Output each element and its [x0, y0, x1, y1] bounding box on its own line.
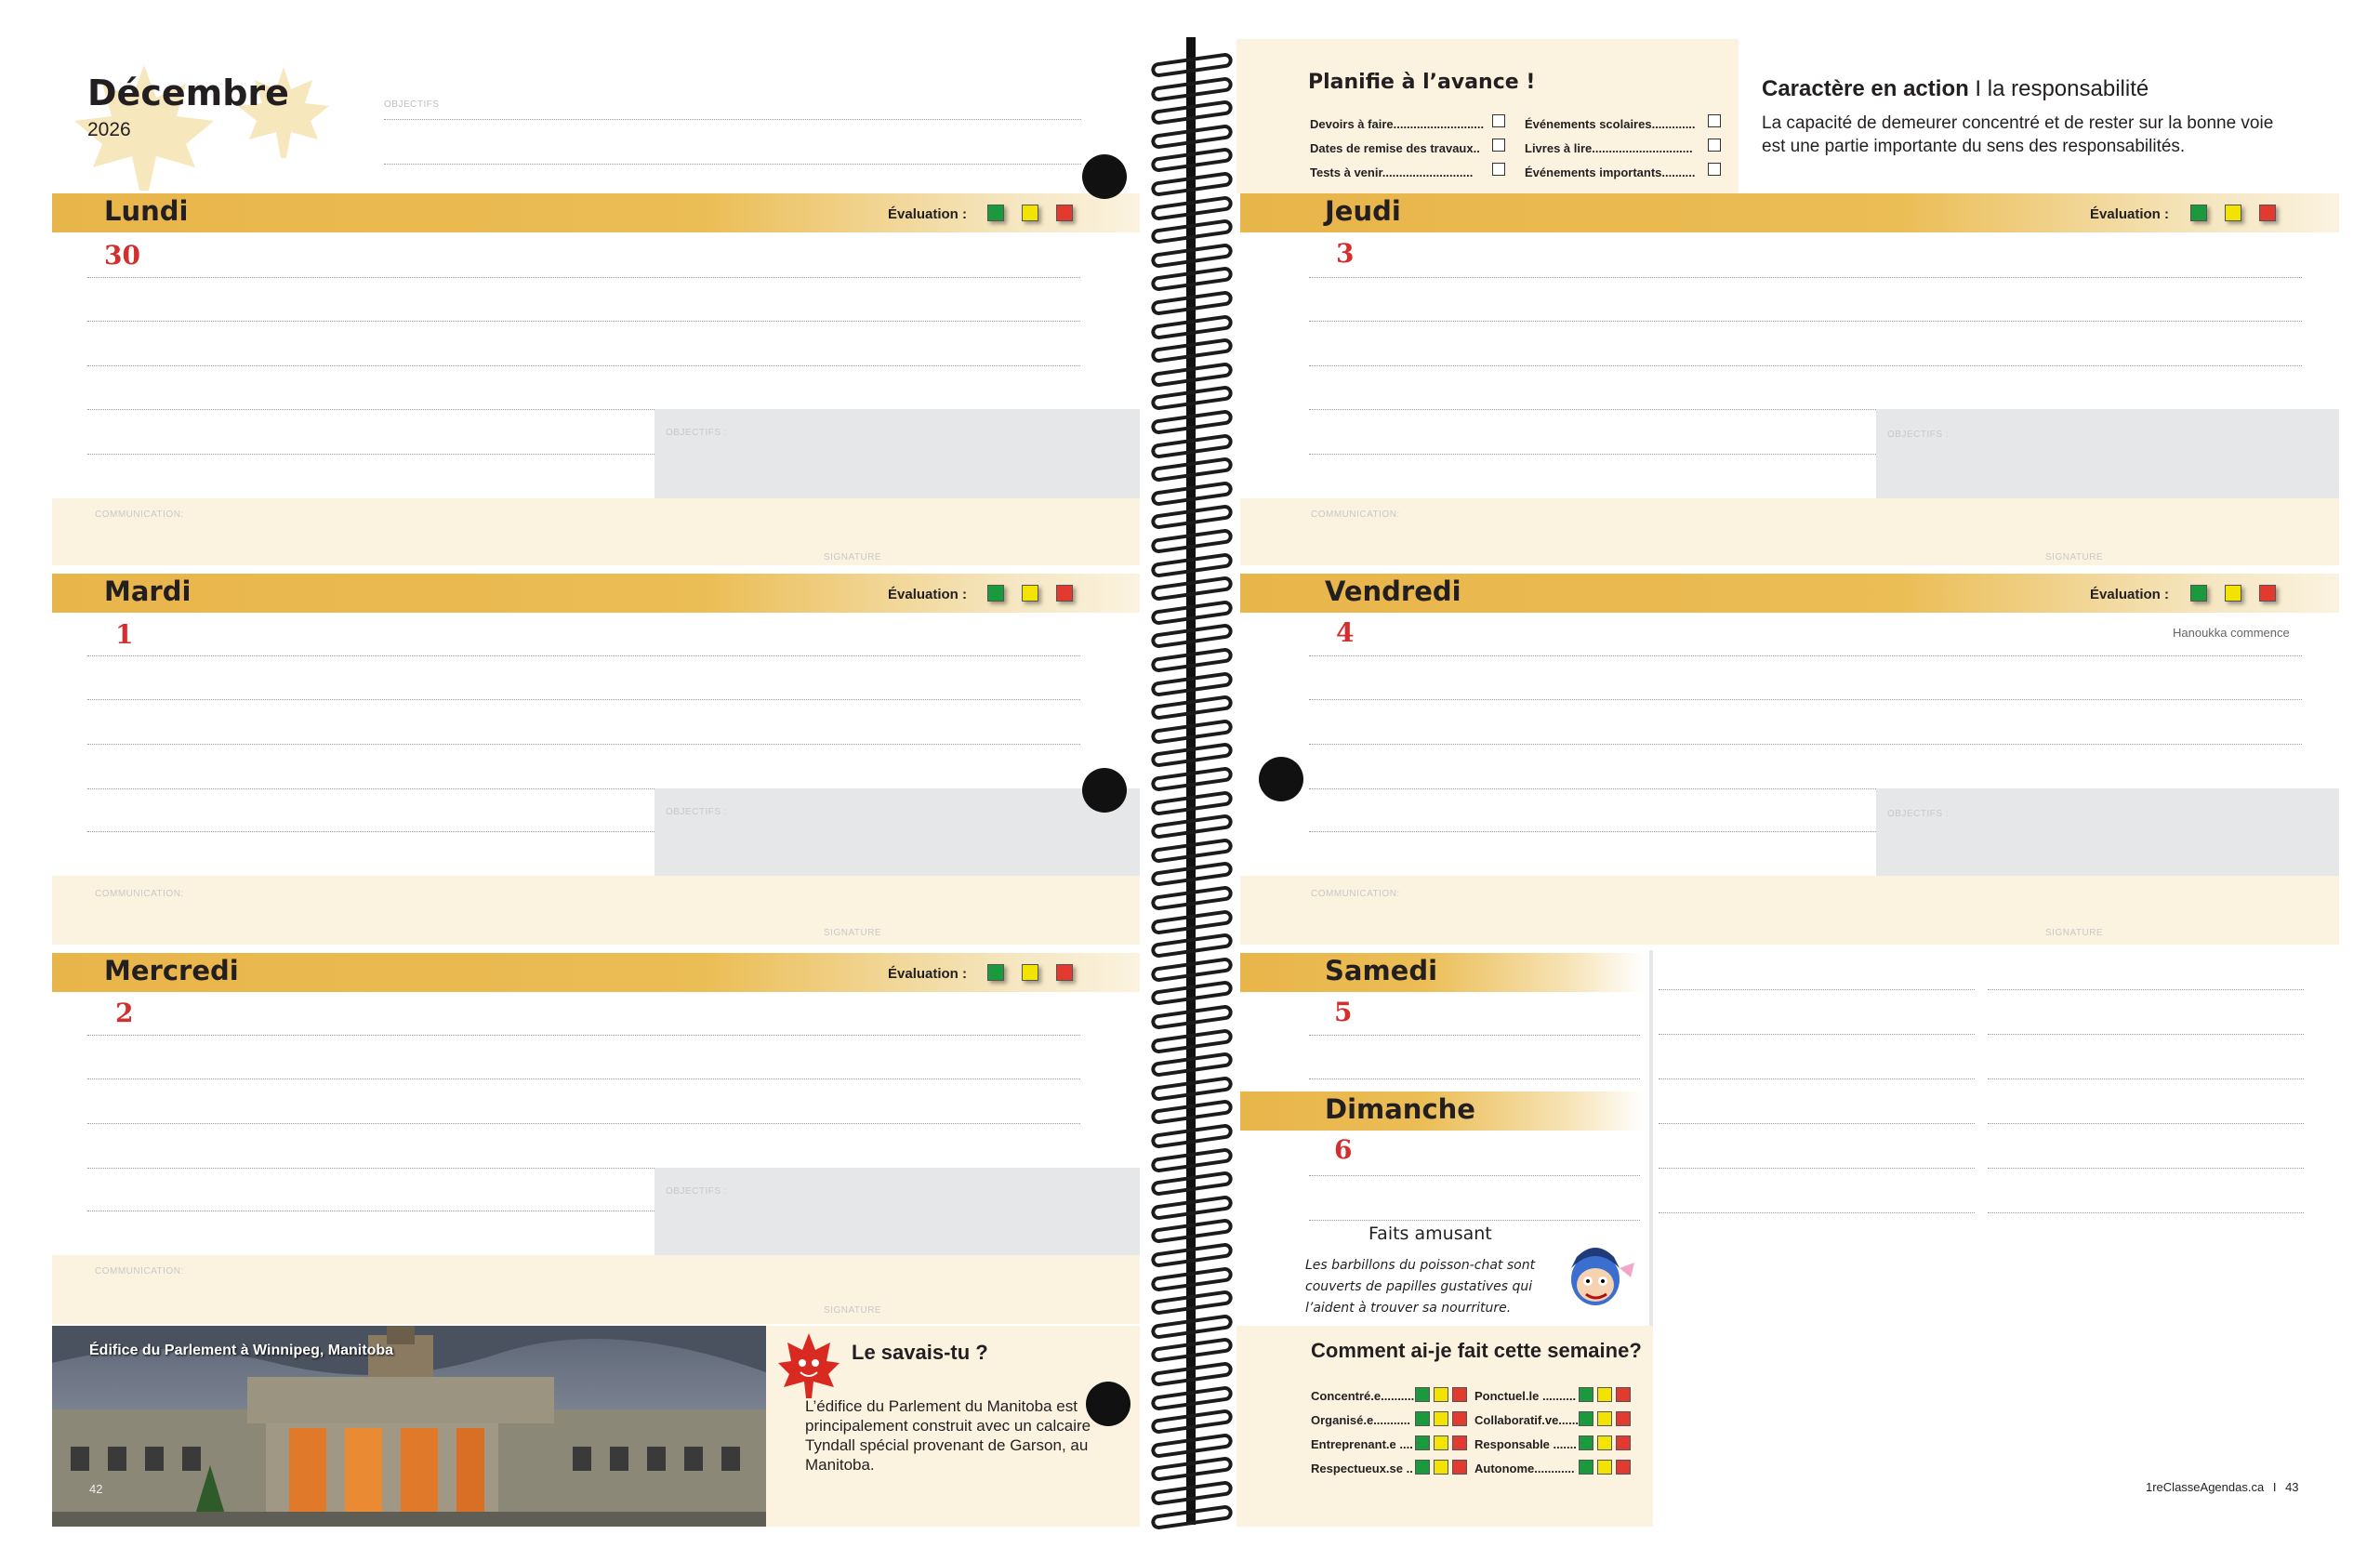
self-eval-box[interactable] [1616, 1435, 1631, 1450]
writing-line [1309, 277, 2302, 278]
writing-line [87, 1035, 1080, 1036]
self-eval-box[interactable] [1452, 1387, 1467, 1402]
day-name-monday: Lundi [104, 195, 189, 227]
writing-line [87, 831, 654, 832]
eval-red-box[interactable] [2259, 585, 2276, 602]
objectives-box-tuesday[interactable] [654, 788, 1140, 876]
writing-line [1309, 1078, 1640, 1079]
notes-line[interactable] [1988, 1123, 2304, 1124]
signature-label: SIGNATURE [824, 1305, 882, 1316]
self-eval-box[interactable] [1415, 1435, 1430, 1450]
parliament-photo [52, 1326, 766, 1527]
did-you-know-text: L’édifice du Parlement du Manitoba est principalement construit avec un calcaire Tyndall spécial provenant de Garson, au Manitoba. [805, 1397, 1091, 1474]
writing-line [87, 744, 1080, 745]
eval-red-box[interactable] [1056, 585, 1073, 602]
self-eval-label: Organisé.e........... [1311, 1413, 1410, 1427]
day-band-saturday [1240, 953, 1646, 992]
communication-label: COMMUNICATION: [1311, 889, 1400, 899]
plan-checkbox[interactable] [1708, 139, 1721, 152]
objectives-line[interactable] [384, 164, 1081, 165]
writing-line [87, 699, 1080, 700]
communication-box-tuesday[interactable] [52, 876, 1140, 945]
signature-label: SIGNATURE [2045, 552, 2104, 562]
eval-yellow-box[interactable] [2225, 585, 2241, 602]
self-eval-box[interactable] [1434, 1411, 1448, 1426]
objectives-line[interactable] [384, 119, 1081, 120]
signature-label: SIGNATURE [2045, 928, 2104, 938]
day-number-saturday: 5 [1334, 997, 1353, 1027]
self-eval-label: Entreprenant.e .... [1311, 1437, 1413, 1451]
self-eval-box[interactable] [1616, 1411, 1631, 1426]
cartoon-mascot-icon [1558, 1240, 1638, 1315]
plan-checkbox[interactable] [1492, 139, 1505, 152]
notes-line[interactable] [1659, 1123, 1975, 1124]
self-eval-box[interactable] [1415, 1411, 1430, 1426]
writing-line [1309, 699, 2302, 700]
binder-hole [1259, 757, 1303, 801]
writing-line [87, 321, 1080, 322]
plan-item-school-events: Événements scolaires............. [1525, 117, 1696, 131]
writing-line [1309, 454, 1876, 455]
objectives-label: OBJECTIFS : [666, 1186, 728, 1197]
plan-checkbox[interactable] [1708, 163, 1721, 176]
objectives-box-friday[interactable] [1876, 788, 2339, 876]
notes-line[interactable] [1988, 1078, 2304, 1079]
day-number-friday: 4 [1336, 617, 1355, 648]
writing-line [87, 1168, 654, 1169]
notes-line[interactable] [1659, 1212, 1975, 1213]
writing-line [1309, 1220, 1640, 1221]
plan-checkbox[interactable] [1708, 114, 1721, 127]
objectives-box-monday[interactable] [654, 409, 1140, 498]
writing-line [1309, 831, 1876, 832]
writing-line [87, 1078, 1080, 1079]
day-name-thursday: Jeudi [1325, 195, 1401, 227]
eval-green-box[interactable] [2190, 205, 2207, 221]
notes-line[interactable] [1659, 1078, 1975, 1079]
eval-red-box[interactable] [1056, 205, 1073, 221]
communication-box-friday[interactable] [1240, 876, 2339, 945]
evaluation-label: Évaluation : [888, 966, 968, 982]
notes-line[interactable] [1659, 1034, 1975, 1035]
eval-green-box[interactable] [2190, 585, 2207, 602]
day-name-saturday: Samedi [1325, 955, 1438, 986]
signature-label: SIGNATURE [824, 928, 882, 938]
communication-label: COMMUNICATION: [95, 509, 184, 520]
eval-yellow-box[interactable] [1022, 205, 1038, 221]
footer [2146, 1480, 2299, 1494]
friday-event-text: Hanoukka commence [2173, 626, 2290, 640]
writing-line [1309, 365, 2302, 366]
weekly-objectives-label: OBJECTIFS [384, 99, 440, 110]
writing-line [87, 655, 1080, 656]
self-eval-box[interactable] [1616, 1460, 1631, 1475]
right-page-number: 43 [2285, 1480, 2299, 1494]
self-eval-box[interactable] [1597, 1411, 1612, 1426]
writing-line [1309, 1035, 1640, 1036]
self-eval-box[interactable] [1579, 1411, 1593, 1426]
writing-line [87, 277, 1080, 278]
communication-label: COMMUNICATION: [1311, 509, 1400, 520]
self-eval-box[interactable] [1579, 1460, 1593, 1475]
character-text: La capacité de demeurer concentré et de rester sur la bonne voie est une partie importante du sens des responsabilités. [1762, 113, 2274, 156]
objectives-box-wednesday[interactable] [654, 1168, 1140, 1255]
eval-green-box[interactable] [987, 964, 1004, 981]
communication-box-thursday[interactable] [1240, 498, 2339, 565]
photo-caption: Édifice du Parlement à Winnipeg, Manitoba [89, 1343, 394, 1358]
signature-label: SIGNATURE [824, 552, 882, 562]
evaluation-label: Évaluation : [888, 206, 968, 222]
month-title: Décembre [87, 73, 289, 113]
objectives-label: OBJECTIFS : [666, 807, 728, 817]
notes-line[interactable] [1659, 989, 1975, 990]
binder-hole [1082, 154, 1127, 199]
writing-line [1309, 744, 2302, 745]
communication-label: COMMUNICATION: [95, 889, 184, 899]
fun-facts-text: Les barbillons du poisson-chat sont couverts de papilles gustatives qui l’aident à trouver sa nourriture. [1305, 1258, 1536, 1316]
website-label: 1reClasseAgendas.ca [2146, 1480, 2265, 1494]
self-eval-label: Respectueux.se .. [1311, 1462, 1413, 1475]
day-number-tuesday: 1 [115, 619, 134, 650]
self-eval-label: Ponctuel.le .......... [1474, 1389, 1577, 1403]
plan-item-tests: Tests à venir........................... [1310, 165, 1474, 179]
self-eval-box[interactable] [1452, 1460, 1467, 1475]
writing-line [1309, 1175, 1640, 1176]
day-band-monday [52, 193, 1140, 232]
self-eval-box[interactable] [1579, 1435, 1593, 1450]
self-eval-box[interactable] [1434, 1387, 1448, 1402]
self-eval-box[interactable] [1597, 1387, 1612, 1402]
eval-yellow-box[interactable] [1022, 585, 1038, 602]
self-eval-box[interactable] [1579, 1387, 1593, 1402]
self-eval-label: Collaboratif.ve...... [1474, 1413, 1579, 1427]
day-number-monday: 30 [104, 240, 140, 271]
character-title-rest: I la responsabilité [1968, 76, 2149, 101]
writing-line [87, 454, 654, 455]
communication-label: COMMUNICATION: [95, 1266, 184, 1277]
self-eval-label: Autonome............ [1474, 1462, 1575, 1475]
evaluation-label: Évaluation : [2090, 587, 2170, 602]
day-band-thursday [1240, 193, 2339, 232]
self-eval-box[interactable] [1452, 1411, 1467, 1426]
communication-box-wednesday[interactable] [52, 1255, 1140, 1324]
writing-line [87, 788, 654, 789]
plan-checkbox[interactable] [1492, 114, 1505, 127]
notes-line[interactable] [1988, 1212, 2304, 1213]
day-name-tuesday: Mardi [104, 575, 192, 607]
writing-line [1309, 409, 1876, 410]
self-eval-box[interactable] [1434, 1435, 1448, 1450]
fun-facts-title: Faits amusant [1368, 1224, 1492, 1244]
binder-hole [1086, 1382, 1130, 1426]
self-evaluation-title: Comment ai-je fait cette semaine? [1311, 1339, 1642, 1362]
eval-red-box[interactable] [2259, 205, 2276, 221]
character-title [1762, 76, 2149, 102]
notes-line[interactable] [1988, 989, 2304, 990]
self-eval-box[interactable] [1597, 1460, 1612, 1475]
objectives-box-thursday[interactable] [1876, 409, 2339, 498]
day-band-tuesday [52, 574, 1140, 613]
character-title-bold: Caractère en action [1762, 76, 1969, 101]
binder-hole [1082, 768, 1127, 813]
maple-leaf-mascot-icon [776, 1329, 841, 1400]
day-number-wednesday: 2 [115, 998, 134, 1028]
day-name-friday: Vendredi [1325, 575, 1461, 607]
notes-line[interactable] [1988, 1168, 2304, 1169]
writing-line [87, 409, 654, 410]
evaluation-label: Évaluation : [888, 587, 968, 602]
self-eval-box[interactable] [1434, 1460, 1448, 1475]
day-number-sunday: 6 [1334, 1134, 1353, 1165]
footer-separator: I [2272, 1480, 2277, 1494]
writing-line [87, 365, 1080, 366]
eval-yellow-box[interactable] [2225, 205, 2241, 221]
day-name-sunday: Dimanche [1325, 1093, 1475, 1125]
eval-yellow-box[interactable] [1022, 964, 1038, 981]
notes-line[interactable] [1988, 1034, 2304, 1035]
plan-checkbox[interactable] [1492, 163, 1505, 176]
day-number-thursday: 3 [1336, 238, 1355, 269]
writing-line [1309, 655, 2302, 656]
evaluation-label: Évaluation : [2090, 206, 2170, 222]
writing-line [87, 1123, 1080, 1124]
objectives-label: OBJECTIFS : [1887, 809, 1950, 819]
eval-red-box[interactable] [1056, 964, 1073, 981]
plan-item-books: Livres à lire.............................. [1525, 141, 1693, 155]
did-you-know-title: Le savais-tu ? [852, 1341, 988, 1364]
writing-line [1309, 788, 1876, 789]
self-eval-box[interactable] [1597, 1435, 1612, 1450]
plan-item-important-events: Événements importants.......... [1525, 165, 1696, 179]
plan-ahead-title: Planifie à l’avance ! [1308, 71, 1536, 94]
self-eval-box[interactable] [1452, 1435, 1467, 1450]
self-eval-label: Responsable ....... [1474, 1437, 1577, 1451]
objectives-label: OBJECTIFS : [666, 428, 728, 438]
eval-green-box[interactable] [987, 205, 1004, 221]
left-page-number: 42 [89, 1482, 103, 1496]
plan-item-homework: Devoirs à faire........................... [1310, 117, 1485, 131]
writing-line [87, 1210, 654, 1211]
communication-box-monday[interactable] [52, 498, 1140, 565]
eval-green-box[interactable] [987, 585, 1004, 602]
self-eval-box[interactable] [1616, 1387, 1631, 1402]
plan-item-due-dates: Dates de remise des travaux.. [1310, 141, 1480, 155]
notes-line[interactable] [1659, 1168, 1975, 1169]
self-eval-label: Concentré.e.......... [1311, 1389, 1415, 1403]
self-eval-box[interactable] [1415, 1460, 1430, 1475]
self-eval-box[interactable] [1415, 1387, 1430, 1402]
objectives-label: OBJECTIFS : [1887, 430, 1950, 440]
year-label: 2026 [87, 119, 131, 140]
day-name-wednesday: Mercredi [104, 955, 239, 986]
writing-line [1309, 321, 2302, 322]
